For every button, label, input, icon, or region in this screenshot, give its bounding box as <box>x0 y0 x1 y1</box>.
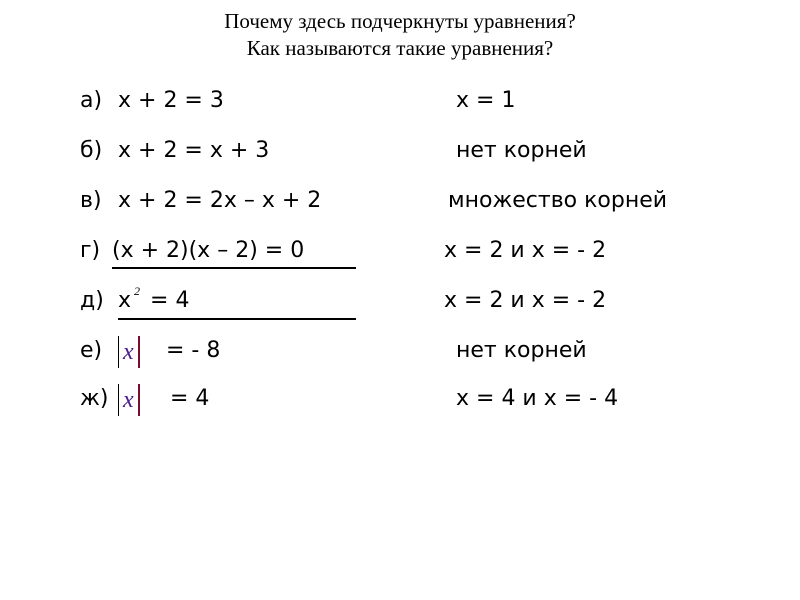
equation-variable: x <box>118 288 132 313</box>
abs-variable: x <box>123 338 134 365</box>
equation-rest: = - 8 <box>166 338 221 363</box>
row-label: в) <box>80 188 102 213</box>
answer: нет корней <box>456 338 587 363</box>
equation-row-b <box>0 138 800 182</box>
row-label: б) <box>80 138 103 163</box>
abs-bar-right <box>138 336 140 368</box>
equation-row-zh <box>0 386 800 430</box>
row-label: д) <box>80 288 104 313</box>
underline <box>112 267 356 269</box>
title-line-2: Как называются такие уравнения? <box>246 36 554 60</box>
equation-rest: = 4 <box>150 288 190 313</box>
equation-row-g <box>0 238 800 282</box>
answer: нет корней <box>456 138 587 163</box>
equation: x + 2 = 3 <box>118 88 224 113</box>
absolute-value <box>118 334 140 370</box>
slide-title <box>0 8 800 62</box>
answer: x = 4 и x = - 4 <box>456 386 619 411</box>
answer: x = 1 <box>456 88 516 113</box>
equation-row-e <box>0 338 800 382</box>
equation-row-a <box>0 88 800 132</box>
abs-variable: x <box>123 386 134 413</box>
title-line-1: Почему здесь подчеркнуты уравнения? <box>224 9 576 33</box>
answer: x = 2 и x = - 2 <box>444 288 607 313</box>
absolute-value <box>118 382 140 418</box>
answer: множество корней <box>448 188 668 213</box>
equation-exponent: 2 <box>134 284 141 298</box>
equation: x + 2 = x + 3 <box>118 138 270 163</box>
abs-bar-right <box>138 384 140 416</box>
row-label: а) <box>80 88 103 113</box>
row-label: г) <box>80 238 101 263</box>
equation-underlined <box>118 284 190 313</box>
equation-row-d <box>0 284 800 332</box>
answer: x = 2 и x = - 2 <box>444 238 607 263</box>
row-label: е) <box>80 338 103 363</box>
equation: x + 2 = 2x – x + 2 <box>118 188 322 213</box>
equation-rest: = 4 <box>170 386 210 411</box>
underline <box>118 318 356 320</box>
equation-row-v <box>0 188 800 232</box>
row-label: ж) <box>80 386 109 411</box>
equation-underlined: (x + 2)(x – 2) = 0 <box>112 238 305 263</box>
